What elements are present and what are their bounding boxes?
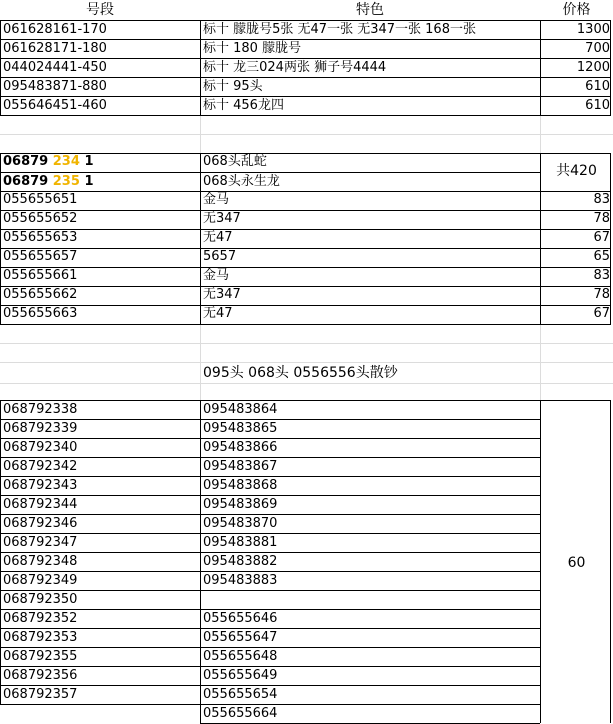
number-cell: 095483864 bbox=[203, 402, 278, 417]
number-cell: 055655663 bbox=[3, 306, 78, 321]
grid-line bbox=[0, 343, 613, 344]
number-cell: 068792340 bbox=[3, 440, 78, 455]
price-cell: 610 bbox=[585, 98, 610, 113]
grid-line bbox=[200, 324, 201, 400]
number-cell: 095483868 bbox=[203, 478, 278, 493]
feature-cell: 无47 bbox=[203, 230, 233, 245]
number-cell bbox=[200, 591, 540, 609]
highlight-feature: 068头永生龙 bbox=[203, 174, 280, 189]
grid-line bbox=[0, 20, 610, 21]
price-cell: 78 bbox=[593, 287, 610, 302]
number-cell: 061628171-180 bbox=[3, 41, 107, 56]
grid-line bbox=[540, 400, 541, 723]
number-cell: 055655651 bbox=[3, 192, 78, 207]
feature-cell: 5657 bbox=[203, 249, 237, 264]
grid-line bbox=[540, 20, 541, 116]
feature-cell: 标十 龙三024两张 狮子号4444 bbox=[203, 60, 387, 75]
grid-line bbox=[0, 704, 540, 705]
number-cell: 055655652 bbox=[3, 211, 78, 226]
grid-line bbox=[0, 571, 540, 572]
grid-line bbox=[0, 383, 613, 384]
price-cell: 65 bbox=[593, 249, 610, 264]
price-cell: 67 bbox=[593, 230, 610, 245]
number-cell: 055655657 bbox=[3, 249, 78, 264]
number-cell: 068792350 bbox=[3, 592, 78, 607]
grid-line bbox=[0, 191, 610, 192]
number-cell: 095483881 bbox=[203, 535, 278, 550]
number-cell: 095483866 bbox=[203, 440, 278, 455]
grid-line bbox=[610, 153, 611, 325]
feature-cell: 标十 朦胧号5张 无47一张 无347一张 168一张 bbox=[203, 22, 476, 37]
number-cell: 068792344 bbox=[3, 497, 78, 512]
number-cell: 095483870 bbox=[203, 516, 278, 531]
grid-line bbox=[0, 39, 610, 40]
price-cell: 67 bbox=[593, 306, 610, 321]
grid-line bbox=[0, 96, 610, 97]
price-cell: 1200 bbox=[576, 60, 610, 75]
number-cell: 068792348 bbox=[3, 554, 78, 569]
grid-line bbox=[0, 134, 613, 135]
grid-line bbox=[0, 647, 540, 648]
highlight-feature: 068头乱蛇 bbox=[203, 154, 267, 169]
highlight-mid: 234 bbox=[52, 154, 80, 169]
number-cell: 095483869 bbox=[203, 497, 278, 512]
grid-line bbox=[0, 419, 540, 420]
price-cell: 1300 bbox=[576, 22, 610, 37]
number-cell: 055655653 bbox=[3, 230, 78, 245]
number-cell: 068792347 bbox=[3, 535, 78, 550]
price-cell: 83 bbox=[593, 268, 610, 283]
grid-line bbox=[0, 267, 610, 268]
feature-cell: 无347 bbox=[203, 287, 241, 302]
highlight-prefix: 06879 bbox=[3, 174, 49, 189]
number-cell: 055655647 bbox=[203, 630, 278, 645]
feature-cell: 标十 180 朦胧号 bbox=[203, 41, 302, 56]
number-cell: 055655646 bbox=[203, 611, 278, 626]
grid-line bbox=[0, 685, 540, 686]
number-cell: 095483865 bbox=[203, 421, 278, 436]
number-cell: 068792339 bbox=[3, 421, 78, 436]
number-cell: 055646451-460 bbox=[3, 98, 107, 113]
number-cell: 068792357 bbox=[3, 687, 78, 702]
grid-line bbox=[0, 590, 540, 591]
number-cell: 055655648 bbox=[203, 649, 278, 664]
grid-line bbox=[540, 324, 541, 400]
grid-line bbox=[0, 77, 610, 78]
feature-cell: 标十 456龙四 bbox=[203, 98, 284, 113]
grid-line bbox=[0, 210, 610, 211]
highlight-mid: 235 bbox=[52, 174, 80, 189]
feature-cell: 金马 bbox=[203, 192, 230, 207]
grid-line bbox=[0, 628, 540, 629]
number-cell: 068792356 bbox=[3, 668, 78, 683]
grid-line bbox=[0, 400, 610, 401]
number-cell: 068792353 bbox=[3, 630, 78, 645]
grid-line bbox=[0, 153, 1, 325]
grid-line bbox=[540, 153, 541, 325]
grid-line bbox=[0, 58, 610, 59]
number-cell: 095483883 bbox=[203, 573, 278, 588]
block3-price: 60 bbox=[567, 555, 586, 571]
number-cell: 095483871-880 bbox=[3, 79, 107, 94]
header-price: 价格 bbox=[562, 2, 591, 18]
header-feature: 特色 bbox=[356, 2, 384, 18]
combined-price: 共420 bbox=[556, 163, 597, 179]
grid-line bbox=[0, 305, 610, 306]
number-cell: 095483867 bbox=[203, 459, 278, 474]
number-cell: 055655654 bbox=[203, 687, 278, 702]
price-cell: 78 bbox=[593, 211, 610, 226]
grid-line bbox=[200, 115, 201, 153]
number-cell: 061628161-170 bbox=[3, 22, 107, 37]
highlight-number bbox=[0, 153, 200, 171]
price-cell: 700 bbox=[585, 41, 610, 56]
grid-line bbox=[0, 362, 613, 363]
grid-line bbox=[0, 153, 610, 154]
grid-line bbox=[200, 20, 201, 116]
price-cell: 83 bbox=[593, 192, 610, 207]
feature-cell: 无347 bbox=[203, 211, 241, 226]
grid-line bbox=[200, 400, 201, 723]
number-cell: 068792342 bbox=[3, 459, 78, 474]
grid-line bbox=[200, 153, 201, 325]
number-cell: 055655661 bbox=[3, 268, 78, 283]
number-cell: 055655662 bbox=[3, 287, 78, 302]
grid-line bbox=[0, 609, 540, 610]
number-cell: 068792349 bbox=[3, 573, 78, 588]
header-number: 号段 bbox=[86, 2, 114, 18]
grid-line bbox=[0, 286, 610, 287]
grid-line bbox=[0, 20, 1, 116]
grid-line bbox=[0, 476, 540, 477]
feature-cell: 无47 bbox=[203, 306, 233, 321]
number-cell: 068792346 bbox=[3, 516, 78, 531]
highlight-prefix: 06879 bbox=[3, 154, 49, 169]
number-cell: 055655664 bbox=[203, 706, 278, 721]
grid-line bbox=[0, 400, 1, 704]
grid-line bbox=[0, 666, 540, 667]
number-cell: 044024441-450 bbox=[3, 60, 107, 75]
grid-line bbox=[610, 20, 611, 116]
section-note: 095头 068头 0556556头散钞 bbox=[203, 365, 398, 381]
number-cell: 068792338 bbox=[3, 402, 78, 417]
grid-line bbox=[610, 400, 611, 723]
price-cell: 610 bbox=[585, 79, 610, 94]
grid-line bbox=[0, 514, 540, 515]
grid-line bbox=[0, 552, 540, 553]
number-cell: 068792355 bbox=[3, 649, 78, 664]
grid-line bbox=[0, 229, 610, 230]
highlight-suffix: 1 bbox=[84, 154, 94, 169]
highlight-number bbox=[0, 173, 200, 191]
grid-line bbox=[0, 533, 540, 534]
feature-cell: 标十 95头 bbox=[203, 79, 263, 94]
grid-line bbox=[0, 495, 540, 496]
number-cell: 055655649 bbox=[203, 668, 278, 683]
number-cell: 095483882 bbox=[203, 554, 278, 569]
grid-line bbox=[0, 115, 610, 116]
grid-line bbox=[0, 457, 540, 458]
grid-line bbox=[0, 438, 540, 439]
number-cell: 068792343 bbox=[3, 478, 78, 493]
number-cell: 068792352 bbox=[3, 611, 78, 626]
highlight-suffix: 1 bbox=[84, 174, 94, 189]
grid-line bbox=[540, 115, 541, 153]
grid-line bbox=[0, 324, 610, 325]
grid-line bbox=[0, 172, 540, 173]
grid-line bbox=[0, 248, 610, 249]
feature-cell: 金马 bbox=[203, 268, 230, 283]
